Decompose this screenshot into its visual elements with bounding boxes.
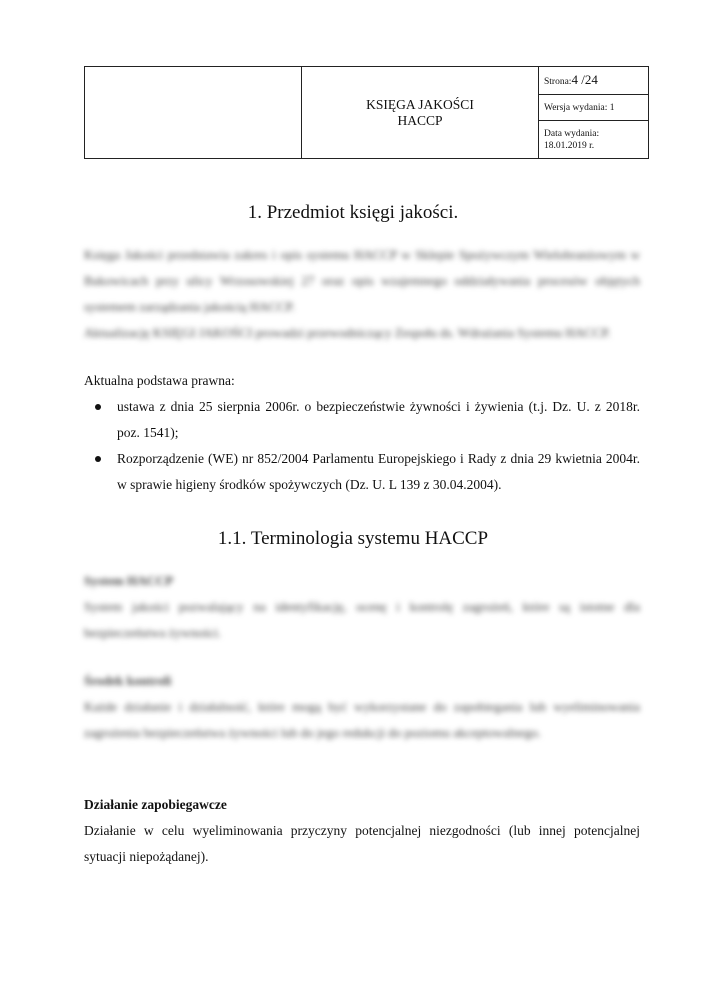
legal-basis-list [84, 394, 640, 498]
section-heading-1-1: 1.1. Terminologia systemu HACCP [217, 528, 489, 549]
issue-date-label: Data wydania: [544, 128, 600, 139]
term-definition-preventive-action: Działanie w celu wyeliminowania przyczyny potencjalnej niezgodności (lub innej potencjalnej sytuacji niepożądanej). [84, 823, 640, 864]
page-number: 4 /24 [571, 71, 598, 87]
legal-basis-label: Aktualna podstawa prawna: [84, 373, 235, 388]
blurred-term-title: System HACCP [84, 573, 174, 588]
legal-basis-item: Rozporządzenie (WE) nr 852/2004 Parlamentu Europejskiego i Rady z dnia 29 kwietnia 2004r. w sprawie higieny środków spożywczych (Dz. U. L 139 z 30.04.2004). [84, 446, 640, 498]
term-title-preventive-action: Działanie zapobiegawcze [84, 797, 227, 812]
document-title-line1: KSIĘGA JAKOŚCI [366, 96, 474, 112]
blurred-term-definition: System jakości pozwalający na identyfikację, ocenę i kontrolę zagrożeń, które są istotne dla bezpieczeństwa żywności. [84, 599, 640, 640]
document-title-cell [302, 67, 539, 159]
blurred-term-definition: Każde działanie i działalność, które mogą być wykorzystane do zapobiegania lub wyeliminowania zagrożenia bezpieczeństwa żywności lub do jego redukcji do poziomu akceptowalnego. [84, 699, 640, 740]
legal-basis-item: ustawa z dnia 25 sierpnia 2006r. o bezpieczeństwie żywności i żywienia (t.j. Dz. U. z 2018r. poz. 1541); [84, 394, 640, 446]
document-header-table [84, 66, 649, 159]
logo-cell [85, 67, 302, 159]
blurred-term-title: Środek kontroli [84, 673, 172, 688]
page-number-cell [539, 67, 649, 95]
blurred-paragraph-intro: Księga Jakości przedstawia zakres i opis systemu HACCP w Sklepie Spożywczym Wielobranżowym w Bakowicach przy ulicy Wrzosowskiej 27 oraz opis wzajemnego oddziaływania procesów objętych systemem zarządzania jakością HACCP. [84, 247, 640, 314]
page-label: Strona: [544, 76, 572, 87]
version-text: Wersja wydania: 1 [544, 102, 615, 113]
version-cell [539, 95, 649, 121]
issue-date-value: 18.01.2019 r. [544, 140, 595, 151]
document-title-line2: HACCP [397, 112, 443, 128]
section-heading-1: 1. Przedmiot księgi jakości. [247, 202, 459, 223]
issue-date-cell [539, 121, 649, 159]
blurred-paragraph-update: Aktualizację KSIĘGI JAKOŚCI prowadzi przewodniczący Zespołu ds. Wdrażania Systemu HACCP. [84, 325, 611, 340]
